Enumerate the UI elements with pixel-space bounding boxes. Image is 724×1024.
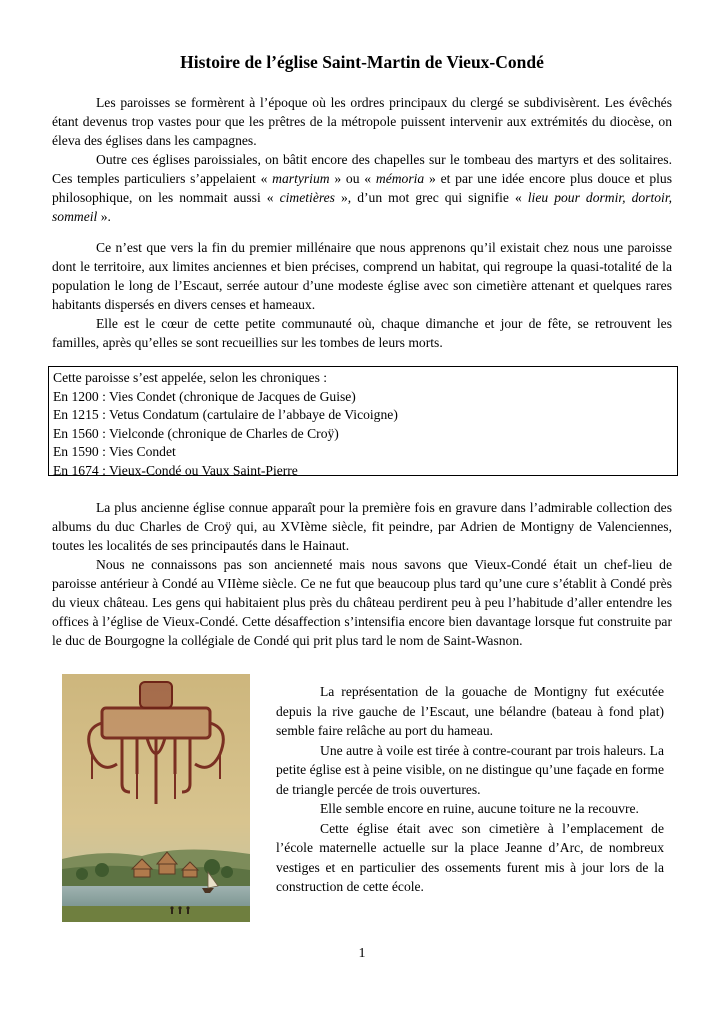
term-lieu: lieu pour dormir, dortoir, sommeil <box>52 190 673 224</box>
term-memoria: mémoria <box>375 171 425 186</box>
history-paragraph-2: Nous ne connaissons pas son ancienneté mais nous savons que Vieux-Condé était un chef-lieu de paroisse antérieur à Condé au VIIème siècle. Ce ne fut que beaucoup plus tard qu’une cure s’établit à Condé près du vieux château. Les gens qui habitaient plus près du château perdirent peu à peu l’habitude d’aller entendre les offices à l’église de Vieux-Condé. Cette désaffection s’intensifia encore bien davantage lorsque fut construite par le duc de Bourgogne la collégiale de Condé qui prit plus tard le nom de Saint-Wasnon. <box>52 557 672 648</box>
middle-section <box>52 238 672 352</box>
page-number: 1 <box>358 946 366 961</box>
history-section <box>52 498 672 650</box>
intro-section <box>52 93 672 226</box>
intro-paragraph-2: Outre ces églises paroissiales, on bâtit encore des chapelles sur le tombeau des martyrs et des solitaires. Ces temples particuliers s’appelaient « martyrium » ou « mémoria » et par une idée encore plus douce et plus philosophique, on les nommait aussi « cimetières », d’un mot grec qui signifie « lieu pour dormir, dortoir, sommeil ». <box>52 152 673 224</box>
figure-paragraph-3: Elle semble encore en ruine, aucune toiture ne la recouvre. <box>320 801 639 816</box>
history-paragraph-1: La plus ancienne église connue apparaît pour la première fois en gravure dans l’admirable collection des albums du duc Charles de Croÿ qui, au XVIème siècle, fit peindre, par Adrien de Montigny de Valenciennes, toutes les localités de ses principautés dans le Hainaut. <box>52 500 672 553</box>
chronicle-box <box>48 366 678 476</box>
chronicle-entry: En 1674 : Vieux-Condé ou Vaux Saint-Pierre <box>53 462 298 478</box>
middle-paragraph-2: Elle est le cœur de cette petite communauté où, chaque dimanche et jour de fête, se retrouvent les familles, après qu’elles se sont recueillies sur les tombes de leurs morts. <box>52 316 672 350</box>
figure-description <box>276 682 664 897</box>
intro-paragraph-1: Les paroisses se formèrent à l’époque où les ordres principaux du clergé se subdivisèrent. Les évêchés étant devenus trop vastes pour que les prêtres de la métropole puissent intervenir aux extrémités du diocèse, on éleva des églises dans les campagnes. <box>52 95 672 148</box>
chronicle-entry: En 1590 : Vies Condet <box>53 444 176 459</box>
chronicle-entry: En 1560 : Vielconde (chronique de Charles de Croÿ) <box>53 425 339 441</box>
chronicle-heading: Cette paroisse s’est appelée, selon les chroniques : <box>53 370 328 385</box>
chronicle-entry: En 1200 : Vies Condet (chronique de Jacques de Guise) <box>53 388 356 404</box>
figure-paragraph-2: Une autre à voile est tirée à contre-courant par trois haleurs. La petite église est à peine visible, on ne distingue qu’une façade en forme de triangle percée de trois ouvertures. <box>276 742 664 797</box>
chronicle-entry: En 1215 : Vetus Condatum (cartulaire de l’abbaye de Vicoigne) <box>53 407 398 422</box>
middle-paragraph-1: Ce n’est que vers la fin du premier millénaire que nous apprenons qu’il existait chez nous une paroisse dont le territoire, aux limites anciennes et bien précises, comprend un habitat, qui regroupe la quasi-totalité de la population le long de l’Escaut, serrée autour d’une modeste église avec son cimetière attenant et quelques rares habitants dispersés en divers censes et hameaux. <box>52 240 672 312</box>
gouache-illustration <box>62 674 250 922</box>
page-title: Histoire de l’église Saint-Martin de Vieux-Condé <box>180 52 544 72</box>
gouache-image <box>62 674 250 922</box>
term-cimetieres: cimetières <box>279 190 335 205</box>
term-martyrium: martyrium <box>272 171 330 186</box>
figure-paragraph-1: La représentation de la gouache de Montigny fut exécutée depuis la rive gauche de l’Escaut, une bélandre (bateau à fond plat) semble faire relâche au port du hameau. <box>276 684 664 738</box>
figure-paragraph-4: Cette église était avec son cimetière à l’emplacement de l’école maternelle actuelle sur la place Jeanne d’Arc, de nombreux vestiges et en particulier des ossements furent mis à jour lors de la construction de cette école. <box>276 820 664 894</box>
